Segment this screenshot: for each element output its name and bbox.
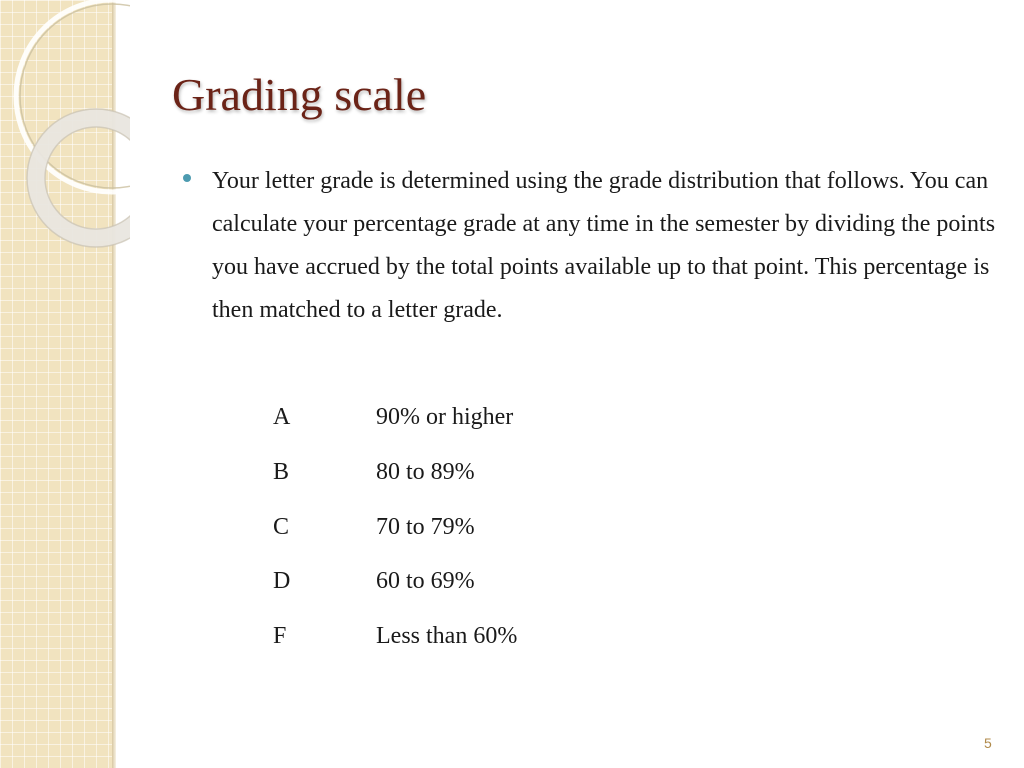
grade-letter: A	[273, 404, 291, 430]
grade-letter: F	[273, 623, 287, 649]
bullet-icon	[183, 174, 191, 182]
page-number: 5	[984, 735, 992, 751]
grade-letter: B	[273, 458, 290, 485]
grade-range: 80 to 89%	[376, 458, 475, 485]
grade-range: 70 to 79%	[376, 513, 475, 540]
grade-letter: C	[273, 513, 290, 540]
grade-letter: D	[273, 568, 291, 595]
decorative-rings	[0, 0, 130, 260]
grade-range: 60 to 69%	[376, 568, 475, 595]
bullet-text: Your letter grade is determined using the grade distribution that follows. You can calculate your percentage grade at any time in the semester by dividing the points you have accrued by the total points available up to that point. This percentage is then matched to a letter grade.	[212, 168, 996, 323]
grade-range: Less than 60%	[376, 623, 518, 649]
grade-range: 90% or higher	[376, 404, 514, 430]
slide-title: Grading scale	[172, 69, 427, 120]
